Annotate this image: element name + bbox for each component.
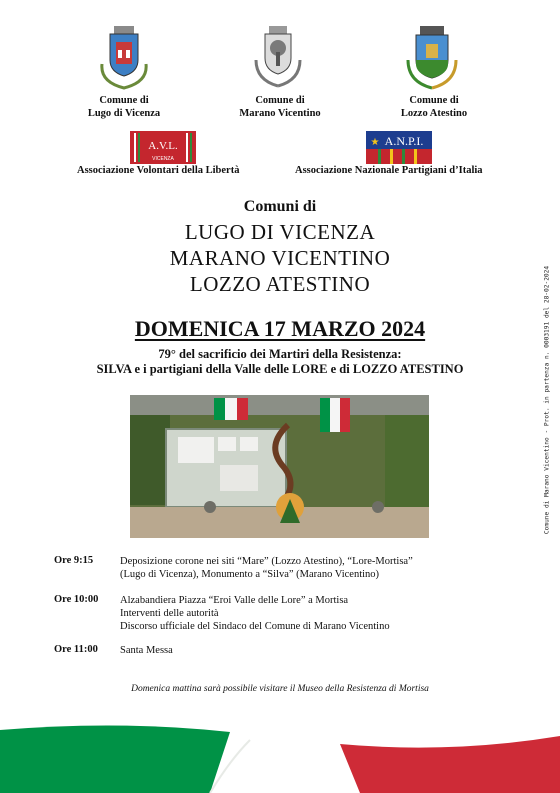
municipality-label-marano <box>215 94 345 120</box>
municipality-line1: Comune di <box>409 95 459 106</box>
comune-lugo-di-vicenza: LUGO DI VICENZA <box>184 220 376 244</box>
avl-logo <box>130 131 196 164</box>
avl-logo-text: A.V.L. <box>148 140 178 152</box>
schedule-line: (Lugo di Vicenza), Monumento a “Silva” (Marano Vicentino) <box>120 569 380 580</box>
anpi-logo-text: A.N.P.I. <box>384 134 424 148</box>
event-date-text: DOMENICA 17 MARZO 2024 <box>134 316 426 341</box>
municipality-line2: Lozzo Atestino <box>400 108 468 119</box>
avl-logo-subtext: VICENZA <box>152 156 174 162</box>
comuni-di-heading: Comuni di <box>243 198 317 215</box>
lozzo-atestino-crest <box>402 24 462 90</box>
marano-vicentino-crest <box>248 24 308 90</box>
schedule-line: Interventi delle autorità <box>120 608 219 619</box>
municipality-line2: Marano Vicentino <box>239 108 321 119</box>
protocol-stamp: Comune di Marano Vicentino - Prot. in partenza n. 0003191 del 28-02-2024 <box>543 265 551 535</box>
lugo-di-vicenza-crest <box>94 24 154 90</box>
schedule-item-1 <box>120 555 413 581</box>
schedule-line: Discorso ufficiale del Sindaco del Comune di Marano Vicentino <box>120 621 390 632</box>
anpi-logo <box>366 131 432 164</box>
star-icon: ★ <box>370 137 380 148</box>
event-subtitle-1: 79° del sacrificio dei Martiri della Resistenza: <box>158 347 402 361</box>
municipality-label-lozzo <box>369 94 499 120</box>
schedule-line: Deposizione corone nei siti “Mare” (Lozzo Atestino), “Lore-Mortisa” <box>120 556 413 567</box>
museum-note: Domenica mattina sarà possibile visitare il Museo della Resistenza di Mortisa <box>131 684 429 694</box>
municipality-line1: Comune di <box>255 95 305 106</box>
schedule-line: Santa Messa <box>120 645 173 656</box>
municipality-line1: Comune di <box>99 95 149 106</box>
event-date <box>0 316 560 342</box>
italian-flag-band <box>0 720 560 793</box>
event-subtitle-2: SILVA e i partigiani della Valle delle LORE e di LOZZO ATESTINO <box>96 362 464 376</box>
comune-lozzo-atestino: LOZZO ATESTINO <box>189 272 371 296</box>
schedule-item-2 <box>120 594 390 633</box>
association-name-anpi: Associazione Nazionale Partigiani d’Italia <box>295 165 483 176</box>
association-name-avl: Associazione Volontari della Libertà <box>77 165 240 176</box>
monument-photo <box>130 395 429 538</box>
schedule-time-3: Ore 11:00 <box>54 644 98 655</box>
schedule-time-1: Ore 9:15 <box>54 555 94 566</box>
schedule-item-3 <box>120 644 173 657</box>
comune-marano-vicentino: MARANO VICENTINO <box>169 246 391 270</box>
municipality-line2: Lugo di Vicenza <box>87 108 161 119</box>
municipality-label-lugo <box>59 94 189 120</box>
schedule-time-2: Ore 10:00 <box>54 594 99 605</box>
schedule-line: Alzabandiera Piazza “Eroi Valle delle Lore” a Mortisa <box>120 595 349 606</box>
